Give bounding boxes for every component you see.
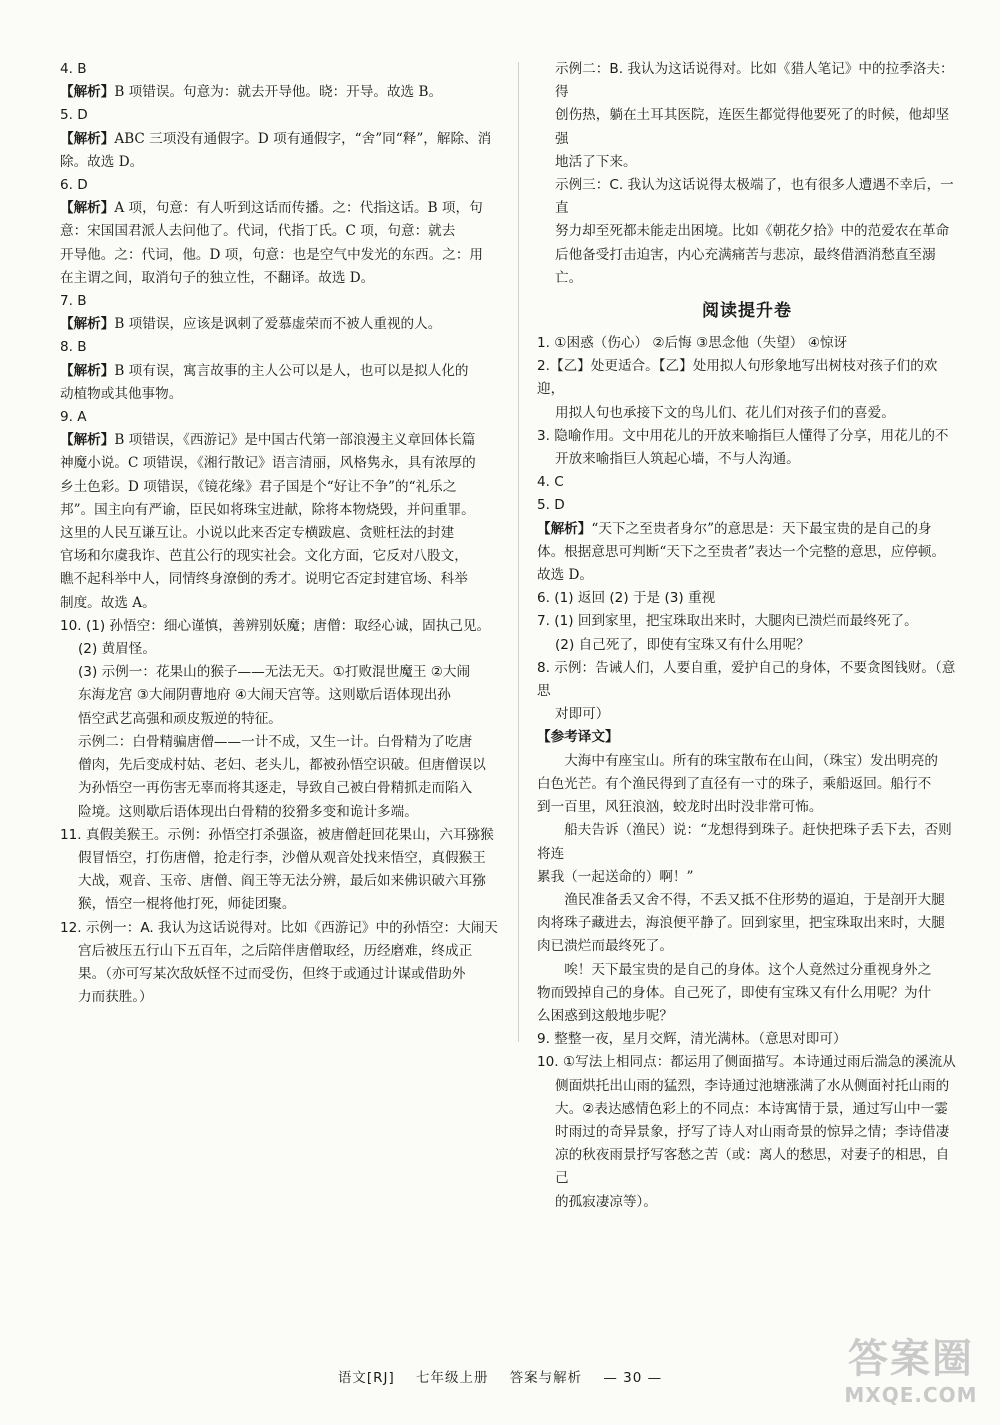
explanation-text: B 项错误，《西游记》是中国古代第一部浪漫主义章回体长篇 xyxy=(114,432,476,449)
answer-item xyxy=(537,657,957,727)
answer-line: 2.【乙】处更适合。【乙】处用拟人句形象地写出树枝对孩子们的欢迎， xyxy=(537,358,938,398)
explanation-line: 制度。故选 A。 xyxy=(60,594,156,611)
sub-answer-line: 为孙悟空一再伤害无辜而将其逐走，导致自己被白骨精抓走而陷入 xyxy=(78,780,473,797)
sub-answer xyxy=(537,174,957,290)
explanation-tag: 【解析】 xyxy=(60,432,115,449)
answer-item xyxy=(537,1051,957,1213)
answer-line: 用拟人句也承接下文的鸟儿们、花儿们对孩子们的喜爱。 xyxy=(555,404,895,421)
explanation-line xyxy=(60,81,500,104)
answer-line: 10. (1) 孙悟空：细心谨慎，善辨别妖魔；唐僧：取经心诚，固执己见。 xyxy=(60,617,491,634)
explanation-tag: 【解析】 xyxy=(60,362,115,379)
explanation-line: 意：宋国国君派人去问他了。代词，代指丁氏。C 项，句意：就去 xyxy=(60,223,456,240)
answer-line: 时雨过的奇异景象，抒写了诗人对山雨奇景的惊异之情；李诗借凄 xyxy=(555,1123,950,1140)
answer-line: 4. C xyxy=(537,474,564,491)
answer-line: 5. D xyxy=(537,497,565,514)
answer-line: 4. B xyxy=(60,61,87,77)
answer-line: 凉的秋夜雨景抒写客愁之苦（或：离人的愁思，对妻子的相思，自己 xyxy=(555,1147,950,1187)
explanation-line: 动植物或其他事物。 xyxy=(60,385,183,402)
answer-line: 大。②表达感情色彩上的不同点：本诗寓情于景，通过写山中一霎 xyxy=(555,1100,948,1117)
answer-line: 6. (1) 返回 (2) 于是 (3) 重视 xyxy=(537,590,716,607)
sub-answer xyxy=(60,731,500,824)
footer-grade: 七年级上册 xyxy=(415,1370,489,1386)
explanation-line: 开导他。之：代词，他。D 项，句意：也是空气中发光的东西。之：用 xyxy=(60,246,484,263)
explanation-line: 除。故选 D。 xyxy=(60,153,144,170)
explanation-line xyxy=(60,429,500,452)
answer-line: 7. B xyxy=(60,293,87,310)
translation-heading xyxy=(537,726,957,749)
answer-item xyxy=(537,494,957,517)
sub-answer xyxy=(537,58,957,174)
answer-item xyxy=(60,58,500,81)
translation-paragraph xyxy=(537,750,957,820)
explanation-line: 体。根据意思可判断“天下之至贵者”表达一个完整的意思，应停顿。 xyxy=(537,543,946,560)
answer-line: 果。（亦可写某次敌妖怪不过而受伤，但终于或通过计谋或借助外 xyxy=(78,965,466,982)
answer-line: 猴，悟空一棍将他打死，师徒团聚。 xyxy=(78,896,296,913)
answer-line: 10. ①写法上相同点：都运用了侧面描写。本诗通过雨后湍急的溪流从 xyxy=(537,1054,956,1071)
explanation-text: “天下之至贵者身尔”的意思是：天下最宝贵的是自己的身 xyxy=(591,520,932,537)
answer-line: 11. 真假美猴王。示例：孙悟空打杀强盗，被唐僧赶回花果山，六耳猕猴 xyxy=(60,826,494,843)
sub-answer-line: 努力却至死都未能走出困境。比如《朝花夕拾》中的范爱农在革命 xyxy=(555,223,950,240)
explanation-text: B 项错误，应该是讽刺了爱慕虚荣而不被人重视的人。 xyxy=(114,316,442,333)
explanation-item xyxy=(60,197,500,290)
answer-item xyxy=(537,610,957,633)
answer-item xyxy=(537,471,957,494)
explanation-line: 乡土色彩。D 项错误，《镜花缘》君子国是个“好让不争”的“礼乐之 xyxy=(60,478,457,495)
answer-line: 8. 示例：告诫人们，人要自重，爱护自己的身体，不要贪图钱财。（意思 xyxy=(537,659,956,700)
answer-line: 开放来喻指巨人筑起心墙，不与人沟通。 xyxy=(555,451,800,468)
explanation-item xyxy=(537,518,957,588)
sub-answer-line: 地活了下来。 xyxy=(555,153,637,170)
answer-item xyxy=(537,355,957,425)
answer-item xyxy=(60,917,500,1010)
sub-answer-line: (3) 示例一：花果山的猴子——无法无天。①打败混世魔王 ②大闹 xyxy=(78,664,471,681)
answer-line: 7. (1) 回到家里，把宝珠取出来时，大腿肉已溃烂而最终死了。 xyxy=(537,613,918,630)
explanation-line xyxy=(537,518,957,541)
answer-item xyxy=(537,587,957,610)
explanation-item xyxy=(60,81,500,104)
watermark-logo xyxy=(836,1335,986,1415)
translation-line: 船夫告诉（渔民）说：“龙想得到珠子。赶快把珠子丢下去，否则将连 xyxy=(537,822,952,862)
answer-item xyxy=(537,425,957,471)
answer-line: 的孤寂凄凉等）。 xyxy=(555,1193,657,1210)
answer-line: 对即可） xyxy=(555,706,610,723)
sub-answer-line: 僧肉，先后变成村姑、老妇、老头儿，都被孙悟空识破。但唐僧误以 xyxy=(78,757,486,774)
sub-answer xyxy=(60,638,500,661)
translation-line: 唉！天下最宝贵的是自己的身体。这个人竟然过分重视身外之 xyxy=(564,961,932,978)
answer-item xyxy=(60,824,500,917)
explanation-line: 在主谓之间，取消句子的独立性，不翻译。故选 D。 xyxy=(60,269,375,286)
sub-answer-line: (2) 黄眉怪。 xyxy=(78,641,156,658)
translation-line: 大海中有座宝山。所有的珠宝散布在山间，（珠宝）发出明亮的 xyxy=(564,752,939,769)
sub-answer-line: 悟空武艺高强和顽皮叛逆的特征。 xyxy=(78,710,282,727)
answer-line: 宫后被压五行山下五百年，之后陪伴唐僧取经，历经磨难，终成正 xyxy=(78,942,473,959)
right-column-top xyxy=(537,58,957,290)
sub-answer-line: 示例二：B. 我认为这话说得对。比如《猎人笔记》中的拉季洛夫：得 xyxy=(555,61,954,101)
answer-item xyxy=(60,406,500,429)
explanation-line: 瞧不起科举中人，同情终身潦倒的秀才。说明它否定封建官场、科举 xyxy=(60,571,468,588)
translation-line: 么困惑到这般地步呢？ xyxy=(537,1007,673,1024)
translation-line: 累我（一起送命的）啊！” xyxy=(537,868,694,885)
right-column xyxy=(537,58,957,1214)
translation-line: 白色光芒。有个渔民得到了直径有一寸的珠子，乘船返回。船行不 xyxy=(537,775,932,792)
column-divider xyxy=(518,62,519,1042)
translation-paragraph xyxy=(537,889,957,959)
translation-line: 肉将珠子藏进去，海浪便平静了。回到家里，把宝珠取出来时，大腿 xyxy=(537,915,945,932)
sub-answer-line: 创伤热，躺在土耳其医院，连医生都觉得他要死了的时候，他却坚强 xyxy=(555,107,950,147)
answer-line: 力而获胜。） xyxy=(78,989,153,1006)
sub-answer xyxy=(60,661,500,731)
right-column-bottom xyxy=(537,332,957,1214)
explanation-line: 官场和尔虞我诈、芭苴公行的现实社会。文化方面，它反对八股文， xyxy=(60,548,468,565)
sub-answer-line: 东海龙宫 ③大闹阴曹地府 ④大闹天宫等。这则歇后语体现出孙 xyxy=(78,687,451,704)
explanation-item xyxy=(60,313,500,336)
answer-item xyxy=(537,1028,957,1051)
translation-paragraph xyxy=(537,819,957,889)
explanation-text: B 项错误。句意为：就去开导他。晓：开导。故选 B。 xyxy=(114,84,443,101)
explanation-tag: 【解析】 xyxy=(60,84,115,101)
answer-item xyxy=(60,336,500,359)
translation-heading-text: 【参考译文】 xyxy=(537,729,619,746)
answer-line: 9. A xyxy=(60,409,87,426)
answer-item xyxy=(60,174,500,197)
explanation-tag: 【解析】 xyxy=(60,130,115,147)
watermark-url: MXQE.COM xyxy=(844,1383,978,1407)
section-title: 阅读提升卷 xyxy=(702,301,792,322)
explanation-tag: 【解析】 xyxy=(60,316,115,333)
translation-line: 物而毁掉自己的身体。自己死了，即使有宝珠又有什么用呢？为什 xyxy=(537,984,932,1001)
left-column xyxy=(60,58,500,1009)
sub-answer-line: 示例二：白骨精骗唐僧——一计不成，又生一计。白骨精为了吃唐 xyxy=(78,733,473,750)
answer-line: 5. D xyxy=(60,107,88,124)
answer-line: 侧面烘托出山雨的猛烈，李诗通过池塘涨满了水从侧面衬托山雨的 xyxy=(555,1077,950,1094)
explanation-line: 这里的人民互谦互让。小说以此来否定专横跋扈、贪赃枉法的封建 xyxy=(60,525,455,542)
footer-section: 答案与解析 xyxy=(509,1370,583,1386)
explanation-line xyxy=(60,197,500,220)
explanation-item xyxy=(60,360,500,406)
translation-paragraph xyxy=(537,959,957,1029)
explanation-item xyxy=(60,128,500,174)
answer-line: 9. 整整一夜，星月交辉，清光满林。（意思对即可） xyxy=(537,1031,847,1048)
translation-line: 肉已溃烂而最终死了。 xyxy=(537,938,673,955)
explanation-item xyxy=(60,429,500,615)
explanation-line xyxy=(60,313,500,336)
explanation-line: 邦”。国主向有严谕，臣民如将珠宝进献，除将本物烧毁，并问重罪。 xyxy=(60,501,475,518)
answer-item xyxy=(60,104,500,127)
translation-line: 渔民准备丢又舍不得，不丢又抵不住形势的逼迫，于是剖开大腿 xyxy=(564,891,945,908)
sub-answer xyxy=(537,634,957,657)
sub-answer-line: (2) 自己死了，即使有宝珠又有什么用呢？ xyxy=(555,636,810,653)
answer-item xyxy=(60,615,500,638)
footer-page-number: — 30 — xyxy=(603,1370,663,1386)
answer-item xyxy=(60,290,500,313)
answer-line: 12. 示例一：A. 我认为这话说得对。比如《西游记》中的孙悟空：大闹天 xyxy=(60,919,498,936)
explanation-line xyxy=(60,360,500,383)
footer-subject: 语文[RJ] xyxy=(337,1370,395,1386)
answer-line: 1. ①困惑（伤心） ②后悔 ③思念他（失望） ④惊讶 xyxy=(537,335,848,352)
explanation-text: ABC 三项没有通假字。D 项有通假字，“舍”同“释”，解除、消 xyxy=(114,130,492,147)
answer-line: 3. 隐喻作用。文中用花儿的开放来喻指巨人懂得了分享，用花儿的不 xyxy=(537,427,949,444)
answer-line: 大战，观音、玉帝、唐僧、阎王等无法分辨，最后如来佛识破六耳猕 xyxy=(78,873,486,890)
explanation-text: A 项，句意：有人听到这话而传播。之：代指这话。B 项，句 xyxy=(114,200,483,217)
explanation-text: B 项有误，寓言故事的主人公可以是人，也可以是拟人化的 xyxy=(114,362,469,379)
sub-answer-line: 险境。这则歇后语体现出白骨精的狡猾多变和诡计多端。 xyxy=(78,803,418,820)
watermark-title: 答案圈 xyxy=(848,1336,974,1382)
sub-answer-line: 示例三：C. 我认为这话说得太极端了，也有很多人遭遇不幸后，一直 xyxy=(555,177,954,217)
answer-item xyxy=(537,332,957,355)
answer-line: 假冒悟空，打伤唐僧，抢走行李，沙僧从观音处找来悟空，真假猴王 xyxy=(78,849,486,866)
translation-line: 到一百里，风狂浪汹，蛟龙时出时没非常可怖。 xyxy=(537,799,823,816)
answer-line: 8. B xyxy=(60,339,87,356)
explanation-line xyxy=(60,128,500,151)
answer-line: 6. D xyxy=(60,177,88,194)
sub-answer-line: 后他备受打击迫害，内心充满痛苦与悲凉，最终借酒消愁直至溺亡。 xyxy=(555,246,936,286)
explanation-tag: 【解析】 xyxy=(537,520,592,537)
explanation-tag: 【解析】 xyxy=(60,200,115,217)
explanation-line: 故选 D。 xyxy=(537,567,594,584)
explanation-line: 神魔小说。C 项错误，《湘行散记》语言清丽，风格隽永，具有浓厚的 xyxy=(60,455,476,472)
